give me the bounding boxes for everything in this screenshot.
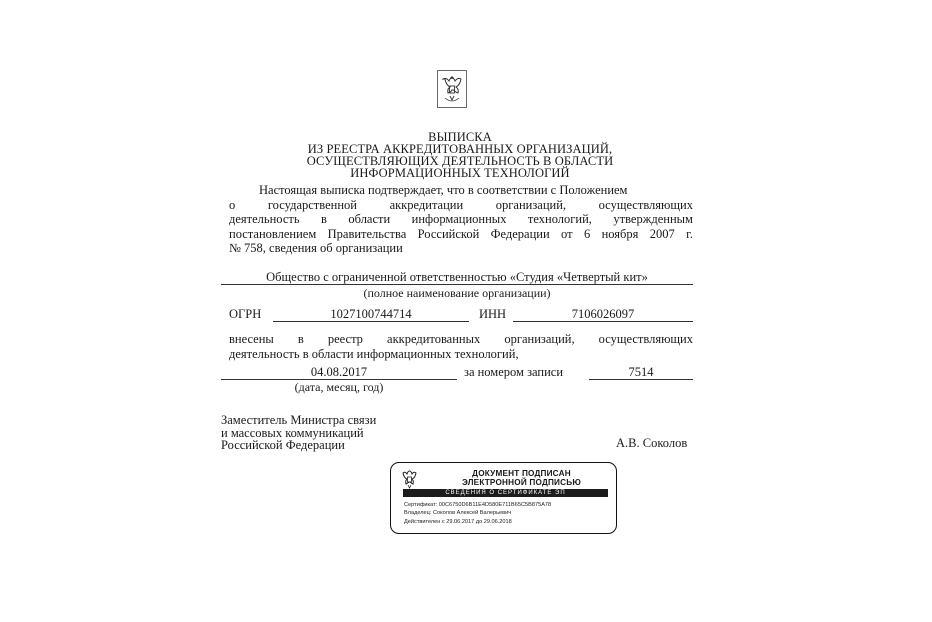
signatory-position	[221, 414, 376, 452]
certificate-info-bar: СВЕДЕНИЯ О СЕРТИФИКАТЕ ЭП	[403, 489, 608, 497]
title-line: ИЗ РЕЕСТРА АККРЕДИТОВАННЫХ ОРГАНИЗАЦИЙ,	[307, 142, 613, 156]
intro-word: в	[321, 212, 327, 226]
intro-word: информационных	[411, 212, 507, 226]
intro-word: Российской	[417, 226, 480, 241]
title-line: ВЫПИСКА	[428, 130, 492, 144]
document-title	[230, 131, 690, 179]
intro-word: осуществляющих	[598, 197, 693, 212]
certificate-validity: Действителен с 29.06.2017 до 29.06.2018	[404, 518, 512, 525]
signatory-position-line: Заместитель Министра связи	[221, 413, 377, 427]
intro-text: Настоящая выписка подтверждает, что в соответствии с Положением	[259, 183, 628, 197]
signatory-name: А.В. Соколов	[616, 436, 688, 450]
intro-line	[229, 212, 693, 227]
record-row	[221, 365, 693, 381]
intro-word: технологий,	[527, 212, 592, 226]
organization-name: Общество с ограниченной ответственностью «Студия «Четвертый кит»	[221, 270, 693, 285]
record-date-caption: (дата, месяц, год)	[294, 380, 384, 394]
certificate-details	[404, 501, 614, 526]
entry-word: реестр	[327, 332, 363, 346]
intro-word: от	[561, 226, 573, 241]
registry-entry-paragraph	[229, 332, 693, 362]
stamp-title	[429, 469, 614, 487]
intro-line	[229, 198, 693, 213]
entry-text: деятельность в области информационных технологий,	[229, 347, 519, 361]
intro-line	[229, 241, 693, 256]
record-number-label: за номером записи	[464, 365, 564, 379]
intro-word: о	[229, 197, 236, 212]
entry-word: внесены	[229, 332, 274, 346]
intro-word: постановлением	[229, 226, 317, 241]
intro-word: области	[348, 212, 391, 226]
intro-word: Федерации	[490, 226, 550, 241]
registration-numbers	[229, 307, 693, 323]
certificate-owner: Владелец: Соколов Алексей Валерьевич	[404, 510, 512, 517]
signatory-position-line: Российской Федерации	[221, 438, 345, 452]
intro-word: государственной	[267, 197, 357, 212]
signatory-position-line: и массовых коммуникаций	[221, 425, 364, 440]
coat-of-arms-icon	[437, 70, 467, 108]
entry-word: в	[297, 332, 304, 346]
record-number: 7514	[589, 365, 693, 380]
intro-word: аккредитации	[389, 197, 464, 212]
electronic-signature-stamp	[390, 462, 617, 534]
ogrn-label: ОГРН	[229, 307, 262, 321]
intro-word: деятельность	[229, 212, 300, 226]
certificate-serial: Сертификат: 00C6750D6B11E4D580E711B65C5B875A78	[404, 502, 552, 508]
coat-of-arms-icon	[401, 468, 418, 490]
inn-label: ИНН	[479, 307, 507, 321]
inn-value: 7106026097	[513, 307, 693, 322]
intro-word: 2007	[649, 226, 675, 241]
stamp-title-line: ЭЛЕКТРОННОЙ ПОДПИСЬЮ	[462, 478, 581, 487]
intro-word: утвержденным	[613, 212, 693, 226]
entry-word: организаций,	[504, 332, 575, 346]
intro-word: Правительства	[327, 226, 407, 241]
title-line: ОСУЩЕСТВЛЯЮЩИХ ДЕЯТЕЛЬНОСТЬ В ОБЛАСТИ	[306, 154, 614, 168]
ogrn-value: 1027100744714	[273, 307, 469, 322]
intro-line	[229, 227, 693, 242]
entry-word: осуществляющих	[598, 332, 693, 346]
entry-line	[229, 332, 693, 347]
organization-name-caption: (полное наименование организации)	[363, 286, 551, 300]
record-date: 04.08.2017	[221, 365, 457, 380]
intro-word: организаций,	[495, 197, 567, 212]
intro-word: 6	[583, 226, 591, 241]
intro-word: г.	[686, 226, 693, 241]
entry-word: аккредитованных	[387, 332, 481, 346]
intro-paragraph	[229, 183, 693, 256]
entry-line	[229, 347, 693, 362]
intro-word: ноября	[601, 226, 639, 241]
title-line: ИНФОРМАЦИОННЫХ ТЕХНОЛОГИЙ	[350, 166, 570, 180]
intro-text: № 758, сведения об организации	[229, 241, 403, 255]
stamp-title-line: ДОКУМЕНТ ПОДПИСАН	[472, 469, 571, 478]
intro-line	[229, 183, 693, 198]
